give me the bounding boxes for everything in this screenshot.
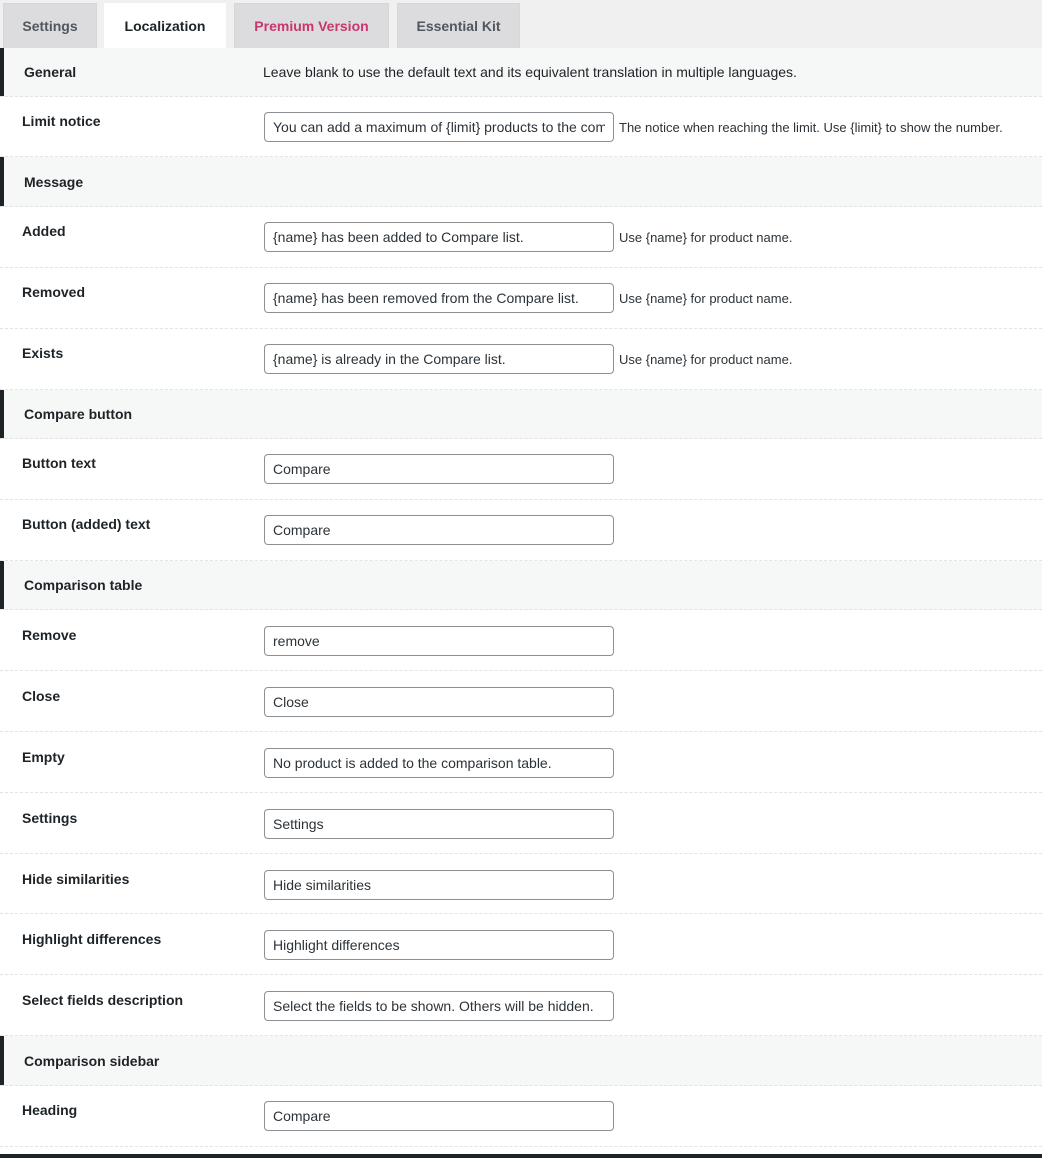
hide-similarities-input[interactable] [264,870,614,900]
settings-input[interactable] [264,809,614,839]
highlight-differences-input[interactable] [264,930,614,960]
sidebar-heading-input[interactable] [264,1101,614,1131]
hide-similarities-label: Hide similarities [22,871,130,887]
removed-input[interactable] [264,283,614,313]
row-highlight-differences [0,914,1042,975]
row-select-fields-description [0,975,1042,1036]
row-empty [0,732,1042,793]
tab-essential-kit[interactable]: Essential Kit [397,3,520,48]
removed-hint: Use {name} for product name. [619,291,793,306]
remove-input[interactable] [264,626,614,656]
empty-label: Empty [22,749,65,765]
button-added-text-input[interactable] [264,515,614,545]
close-label: Close [22,688,61,704]
added-label: Added [22,223,66,239]
localization-settings-panel [0,48,1042,1158]
row-limit-notice [0,97,1042,157]
select-fields-description-input[interactable] [264,991,614,1021]
limit-notice-input[interactable] [264,112,614,142]
button-text-label: Button text [22,455,96,471]
section-compare-button [0,390,1042,439]
section-message-heading: Message [24,174,84,190]
remove-label: Remove [22,627,77,643]
row-settings [0,793,1042,854]
button-text-input[interactable] [264,454,614,484]
close-input[interactable] [264,687,614,717]
limit-notice-hint: The notice when reaching the limit. Use {limit} to show the number. [619,120,1003,135]
row-hide-similarities [0,854,1042,914]
button-added-text-label: Button (added) text [22,516,151,532]
row-added [0,207,1042,268]
removed-label: Removed [22,284,86,300]
exists-input[interactable] [264,344,614,374]
added-hint: Use {name} for product name. [619,230,793,245]
empty-input[interactable] [264,748,614,778]
section-general-heading: General [24,64,77,80]
exists-label: Exists [22,345,64,361]
row-close [0,671,1042,732]
row-remove [0,610,1042,671]
tab-premium-version[interactable]: Premium Version [234,3,389,48]
limit-notice-label: Limit notice [22,113,101,129]
section-general [0,48,1042,97]
added-input[interactable] [264,222,614,252]
section-comparison-table [0,561,1042,610]
row-sidebar-heading [0,1086,1042,1147]
row-removed [0,268,1042,329]
exists-hint: Use {name} for product name. [619,352,793,367]
bottom-edge-bar [0,1154,1042,1158]
tab-localization[interactable]: Localization [104,3,226,48]
section-comparison-table-heading: Comparison table [24,577,143,593]
section-message [0,157,1042,207]
section-comparison-sidebar-heading: Comparison sidebar [24,1053,160,1069]
section-compare-button-heading: Compare button [24,406,133,422]
row-button-text [0,439,1042,500]
select-fields-description-label: Select fields description [22,992,184,1008]
section-comparison-sidebar [0,1036,1042,1086]
highlight-differences-label: Highlight differences [22,931,162,947]
tab-settings[interactable]: Settings [3,3,97,48]
row-button-added-text [0,500,1042,561]
tab-bar [0,0,1042,48]
sidebar-heading-label: Heading [22,1102,78,1118]
settings-label: Settings [22,810,78,826]
general-description: Leave blank to use the default text and its equivalent translation in multiple languages. [263,64,797,80]
row-exists [0,329,1042,390]
